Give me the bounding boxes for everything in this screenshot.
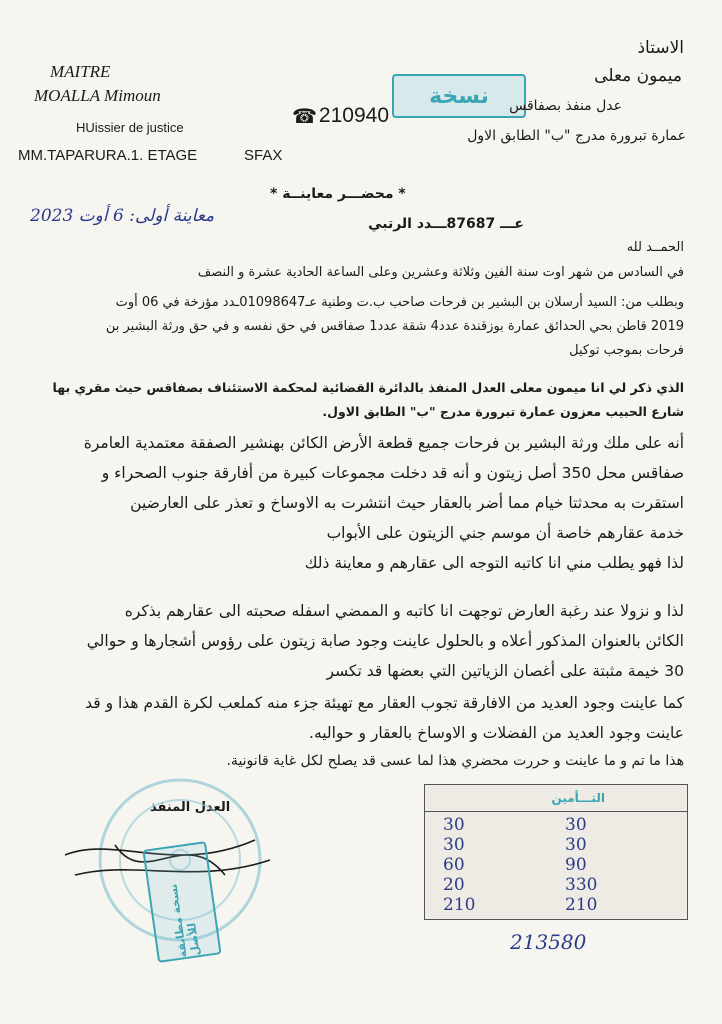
handwritten-note: معاينة أولى: 6 أوت 2023 — [30, 206, 215, 226]
telephone-icon: ☎ — [292, 104, 317, 128]
paragraph-date — [198, 265, 684, 280]
certified-copy-stamp-text: نسخة مطابقة للأصل — [166, 883, 203, 959]
fees-right-column — [565, 815, 597, 915]
fee-value: 330 — [565, 875, 598, 895]
record-number: عـــ 87687ـــدد الرتبي — [368, 216, 524, 232]
header-title: HUissier de justice — [76, 120, 184, 135]
text-line: الذي ذكر لي انا ميمون معلى العدل المنفذ بالدائرة القضائية لمحكمة الاستئناف بصفاقس حيث مقري بها — [52, 380, 684, 395]
invocation: الحمــد لله — [626, 240, 684, 255]
paragraph-findings — [85, 688, 684, 748]
header-right-line2: ميمون معلى — [594, 66, 682, 86]
header-right-line1: الاستاذ — [637, 38, 684, 58]
phone-number: 210940 — [318, 104, 389, 127]
header-address: MM.TAPARURA.1. ETAGE — [18, 147, 198, 164]
text-line: لذا فهو يطلب مني انا كاتبه التوجه الى عقارهم و معاينة ذلك — [304, 554, 684, 572]
fee-value: 30 — [565, 835, 587, 855]
fee-value: 90 — [565, 855, 587, 875]
fees-total: 213580 — [510, 930, 587, 954]
text-line: 30 خيمة مثبتة على أغصان الزياتين التي بعضها قد تكسر — [326, 662, 684, 680]
copy-stamp — [392, 74, 526, 118]
fee-value: 30 — [443, 815, 465, 835]
text-line: لذا و نزولا عند رغبة العارض توجهت انا كاتبه و الممضي اسفله صحبته الى عقارهم بذكره — [124, 602, 684, 620]
text-line: 2019 قاطن بحي الحدائق عمارة بوزقندة عدد4 شقة عدد1 صفاقس في حق نفسه و في حق ورثة البشير بن — [105, 319, 684, 334]
phone-block — [292, 104, 389, 128]
fees-box — [424, 784, 688, 920]
header-maitre: MAITRE — [50, 62, 111, 81]
text-line: هذا ما تم و ما عاينت و حررت محضري هذا لما عسى قد يصلح لكل غاية قانونية. — [226, 753, 684, 769]
text-line: كما عاينت وجود العديد من الافارقة تجوب العقار مع تهيئة جزء منه كملعب لكرة القدم هذا و قد — [85, 694, 684, 712]
fee-value: 30 — [443, 835, 465, 855]
text-line: استقرت به محدثتا خيام مما أضر بالعقار حيث انتشرت به الاوساخ و تعذر على العارضين — [130, 494, 684, 512]
text-line: شارع الحبيب معزون عمارة تبرورة مدرج "ب" الطابق الاول. — [322, 404, 684, 419]
text-line: خدمة عقارهم خاصة أن موسم جني الزيتون على الأبواب — [326, 524, 684, 542]
fee-value: 210 — [443, 895, 476, 915]
fee-value: 60 — [443, 855, 465, 875]
header-name: MOALLA Mimoun — [34, 86, 161, 105]
paragraph-property — [84, 428, 684, 578]
text-line: أنه على ملك ورثة البشير بن فرحات جميع قطعة الأرض الكائن بهنشير الصفقة معتمدية العامرة — [83, 434, 684, 452]
text-line: في السادس من شهر اوت سنة الفين وثلاثة وعشرين وعلى الساعة الحادية عشرة و النصف — [197, 265, 684, 280]
text-line: الكائن بالعنوان المذكور أعلاه و بالحلول عاينت وجود صابة زيتون على رؤوس أشجارها و حوالي — [86, 632, 684, 650]
paragraph-requester — [106, 291, 684, 363]
document-title: * محضـــر معاينــة * — [270, 186, 406, 202]
fee-value: 20 — [443, 875, 465, 895]
text-line: عاينت وجود العديد من الفضلات و الاوساخ بالعقار و حواليه. — [309, 724, 684, 742]
fee-value: 30 — [565, 815, 587, 835]
header-right-line3: عدل منفذ بصفاقس — [509, 98, 622, 114]
paragraph-bailiff — [53, 376, 684, 424]
copy-stamp-text: نسخة — [429, 83, 489, 109]
text-line: وبطلب من: السيد أرسلان بن البشير بن فرحات صاحب ب.ت وطنية عـ01098647ـدد مؤرخة في 06 أوت — [115, 295, 684, 310]
fees-left-column — [443, 815, 475, 915]
paragraph-closing — [226, 753, 684, 769]
header-right-line4: عمارة تبرورة مدرج "ب" الطابق الاول — [467, 128, 686, 144]
text-line: فرحات بموجب توكيل — [569, 343, 684, 358]
header-city: SFAX — [244, 147, 283, 164]
fee-value: 210 — [565, 895, 598, 915]
fees-box-header: التـــأمين — [551, 791, 605, 805]
paragraph-visit — [87, 596, 684, 686]
fees-box-divider — [425, 811, 687, 812]
signature-label: العدل المنفذ — [150, 800, 231, 815]
text-line: صفاقس محل 350 أصل زيتون و أنه قد دخلت مجموعات كبيرة من أفارقة جنوب الصحراء و — [101, 464, 684, 482]
